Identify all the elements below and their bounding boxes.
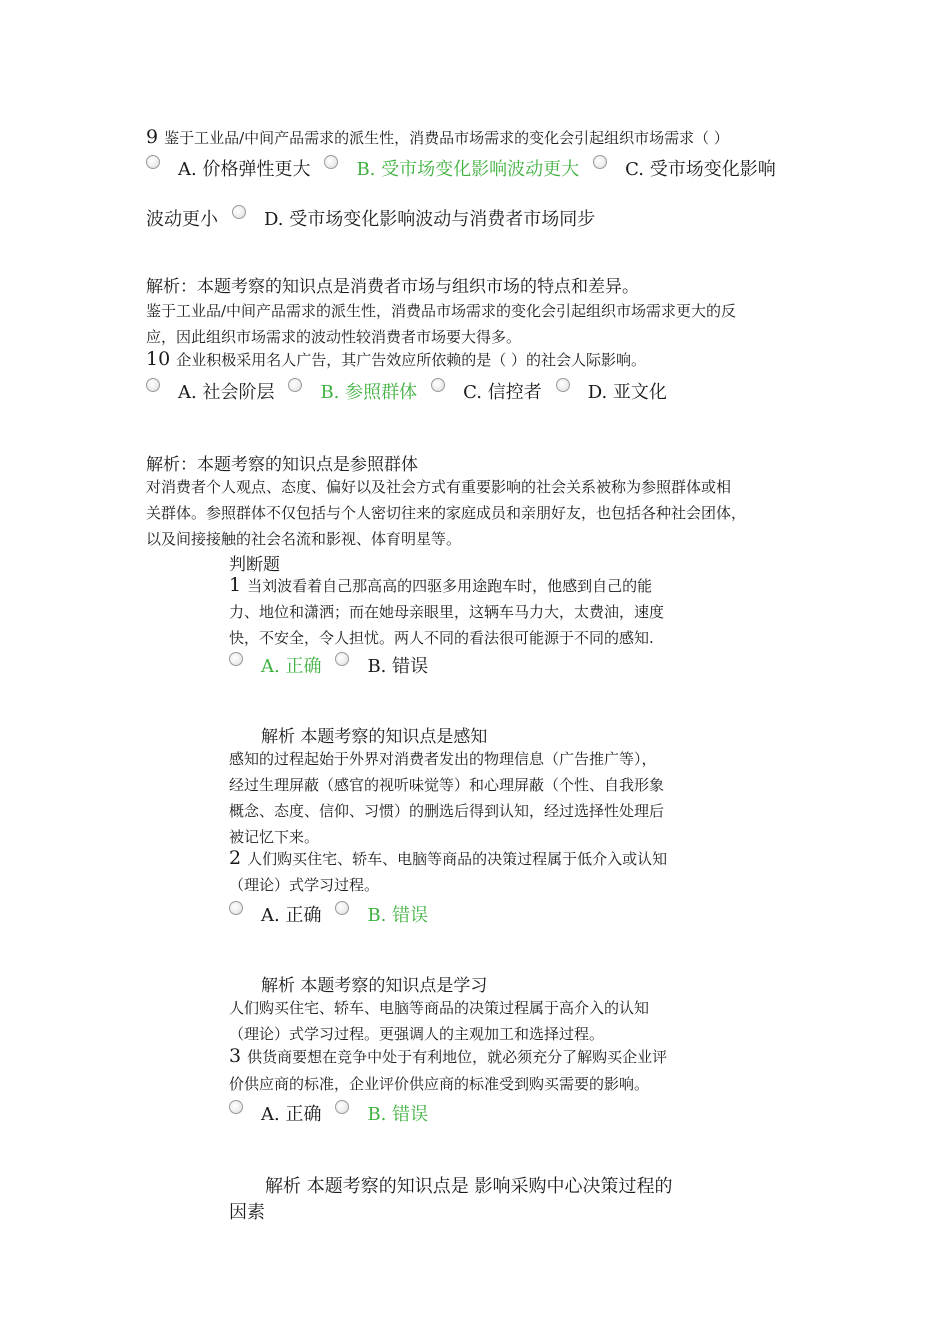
question-number: 3	[229, 1045, 242, 1067]
judge-1-option-a[interactable]	[229, 652, 321, 678]
q9-explanation-title: 解析：本题考察的知识点是消费者市场与组织市场的特点和差异。	[146, 277, 639, 297]
radio-icon[interactable]	[229, 652, 243, 666]
option-label: B. 错误	[367, 656, 429, 677]
judge-2-explanation-title: 解析 本题考察的知识点是学习	[261, 976, 488, 996]
option-label: A. 正确	[261, 656, 322, 677]
question-9	[146, 126, 729, 148]
option-label: B. 参照群体	[320, 382, 418, 403]
option-label: B. 错误	[367, 905, 429, 926]
judge-1-line-1	[229, 574, 652, 596]
question-text: 鉴于工业品/中间产品需求的派生性，消费品市场需求的变化会引起组织市场需求（ ）	[164, 129, 729, 147]
option-label: A. 正确	[261, 905, 322, 926]
judge-1-line-3: 快，不安全，令人担忧。两人不同的看法很可能源于不同的感知.	[229, 629, 654, 647]
question-text: 企业积极采用名人广告，其广告效应所依赖的是（ ）的社会人际影响。	[176, 351, 646, 369]
judge-3-options	[229, 1100, 442, 1126]
question-number: 2	[229, 847, 242, 869]
question-10	[146, 348, 646, 370]
judge-2-line-1	[229, 847, 667, 869]
q10-options	[146, 378, 681, 404]
radio-icon[interactable]	[232, 205, 246, 219]
q10-explanation-line-2: 关群体。参照群体不仅包括与个人密切往来的家庭成员和亲朋好友，也包括各种社会团体，	[146, 504, 747, 522]
judge-2-option-a[interactable]	[229, 901, 321, 927]
q10-option-a[interactable]	[146, 378, 274, 404]
radio-icon[interactable]	[324, 155, 338, 169]
question-number: 9	[146, 126, 159, 148]
radio-icon[interactable]	[431, 378, 445, 392]
section-title-judgement: 判断题	[229, 555, 280, 575]
option-label: A. 社会阶层	[178, 382, 275, 403]
option-label: A. 价格弹性更大	[178, 159, 311, 180]
judge-1-explanation-line-3: 概念、态度、信仰、习惯）的删选后得到认知，经过选择性处理后	[229, 802, 665, 820]
q9-option-b[interactable]	[324, 155, 579, 181]
judge-1-explanation-line-1: 感知的过程起始于外界对消费者发出的物理信息（广告推广等），	[229, 750, 657, 768]
option-label: B. 受市场变化影响波动更大	[356, 159, 580, 180]
question-text: 人们购买住宅、轿车、电脑等商品的决策过程属于低介入或认知	[247, 850, 668, 868]
judge-3-explanation-title: 解析 本题考察的知识点是 影响采购中心决策过程的	[265, 1176, 673, 1197]
judge-1-options	[229, 652, 442, 678]
judge-1-line-2: 力、地位和潇洒；而在她母亲眼里，这辆车马力大，太费油，速度	[229, 603, 665, 621]
judge-1-explanation-title: 解析 本题考察的知识点是感知	[261, 727, 488, 747]
judge-2-option-b[interactable]	[335, 901, 428, 927]
judge-2-options	[229, 901, 442, 927]
q10-option-c[interactable]	[431, 378, 542, 404]
q9-option-c[interactable]	[593, 155, 776, 181]
option-label: B. 错误	[367, 1104, 429, 1125]
question-text: 当刘波看着自己那高高的四驱多用途跑车时，他感到自己的能	[247, 577, 653, 595]
judge-1-option-b[interactable]	[335, 652, 428, 678]
q9-options	[146, 155, 790, 181]
judge-3-line-1	[229, 1045, 667, 1067]
q9-option-a[interactable]	[146, 155, 310, 181]
radio-icon[interactable]	[288, 378, 302, 392]
radio-icon[interactable]	[335, 1100, 349, 1114]
judge-1-explanation-line-2: 经过生理屏蔽（感官的视听味觉等）和心理屏蔽（个性、自我形象	[229, 776, 665, 794]
q9-options-line2	[146, 205, 609, 231]
question-text: 供货商要想在竞争中处于有利地位，就必须充分了解购买企业评	[247, 1048, 668, 1066]
option-label: D. 受市场变化影响波动与消费者市场同步	[264, 209, 596, 230]
q10-explanation-line-1: 对消费者个人观点、态度、偏好以及社会方式有重要影响的社会关系被称为参照群体或相	[146, 478, 732, 496]
option-label: A. 正确	[261, 1104, 322, 1125]
radio-icon[interactable]	[335, 652, 349, 666]
option-c-continuation: 波动更小	[146, 209, 218, 230]
q10-explanation-title: 解析：本题考察的知识点是参照群体	[146, 455, 418, 475]
q10-option-b[interactable]	[288, 378, 417, 404]
radio-icon[interactable]	[146, 155, 160, 169]
option-label: C. 受市场变化影响	[625, 159, 776, 180]
q10-option-d[interactable]	[556, 378, 667, 404]
q9-explanation-line-2: 应，因此组织市场需求的波动性较消费者市场要大得多。	[146, 328, 522, 346]
judge-2-explanation-line-1: 人们购买住宅、轿车、电脑等商品的决策过程属于高介入的认知	[229, 999, 650, 1017]
question-number: 10	[146, 348, 171, 370]
q10-explanation-line-3: 以及间接接触的社会名流和影视、体育明星等。	[146, 530, 462, 548]
radio-icon[interactable]	[556, 378, 570, 392]
judge-2-explanation-line-2: （理论）式学习过程。更强调人的主观加工和选择过程。	[229, 1025, 605, 1043]
judge-3-line-2: 价供应商的标准，企业评价供应商的标准受到购买需要的影响。	[229, 1075, 650, 1093]
option-label: D. 亚文化	[587, 382, 667, 403]
question-number: 1	[229, 574, 242, 596]
q9-option-d[interactable]	[232, 205, 595, 231]
radio-icon[interactable]	[146, 378, 160, 392]
judge-3-explanation-title-line-2: 因素	[229, 1202, 265, 1223]
option-label: C. 信控者	[463, 382, 542, 403]
judge-3-option-b[interactable]	[335, 1100, 428, 1126]
radio-icon[interactable]	[229, 1100, 243, 1114]
radio-icon[interactable]	[229, 901, 243, 915]
judge-1-explanation-line-4: 被记忆下来。	[229, 828, 320, 846]
radio-icon[interactable]	[335, 901, 349, 915]
judge-2-line-2: （理论）式学习过程。	[229, 876, 380, 894]
judge-3-option-a[interactable]	[229, 1100, 321, 1126]
q9-explanation-line-1: 鉴于工业品/中间产品需求的派生性，消费品市场需求的变化会引起组织市场需求更大的反	[146, 302, 737, 320]
radio-icon[interactable]	[593, 155, 607, 169]
